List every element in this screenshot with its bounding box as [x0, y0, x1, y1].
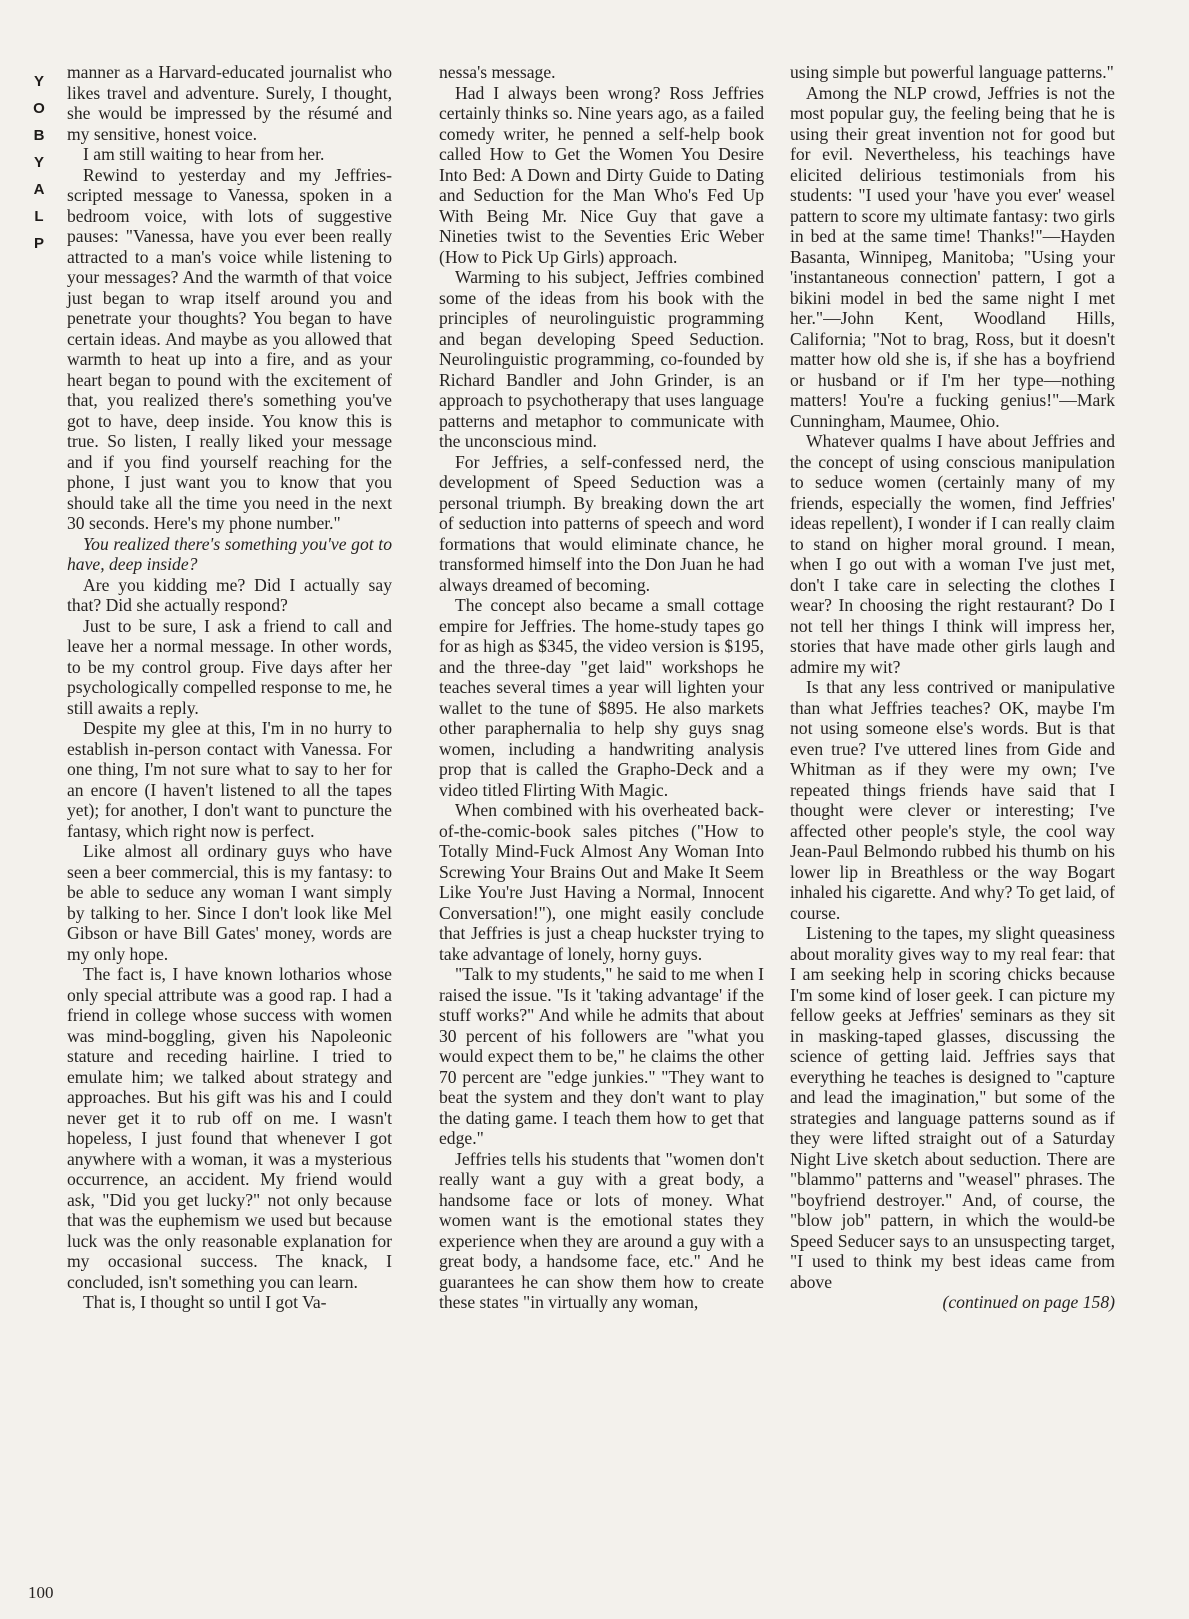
paragraph: I am still waiting to hear from her.	[83, 144, 325, 164]
paragraph: "Talk to my students," he said to me when I raised the issue. "Is it 'taking advantage' if the stuff works?" And while he admits that about 30 percent of his followers are "what you would expect them to be," he claims the other 70 percent are "edge junkies." "They want to beat the system and they don't want to play the dating game. I teach them how to get that edge."	[439, 964, 764, 1148]
page-number: 100	[28, 1583, 54, 1602]
sidebar-letter: Y	[33, 154, 44, 171]
paragraph: Are you kidding me? Did I actually say that? Did she actually respond?	[67, 574, 392, 615]
paragraph: using simple but powerful language patterns."	[790, 62, 1114, 82]
paragraph: The concept also became a small cottage empire for Jeffries. The home-study tapes go for as high as $345, the video version is $195, and the three-day "get laid" workshops he teaches several times a year will lighten your wallet to the tune of $895. He also markets other paraphernalia to help shy guys snag women, including a handwriting analysis prop that is called the Grapho-Deck and a video titled Flirting With Magic.	[439, 595, 764, 800]
text-column-3	[790, 62, 1115, 1313]
text-column-1	[67, 62, 392, 1313]
paragraph: nessa's message.	[439, 62, 556, 82]
paragraph: Just to be sure, I ask a friend to call and leave her a normal message. In other words, to be my control group. Five days after her psychologically compelled response to me, he still awaits a reply.	[67, 615, 392, 718]
paragraph: When combined with his overheated back-of-the-comic-book sales pitches ("How to Totally Mind-Fuck Almost Any Woman Into Screwing Your Brains Out and Make It Seem Like You're Just Having a Normal, Innocent Conversation!"), one might easily conclude that Jeffries is just a cheap huckster trying to take advantage of lonely, horny guys.	[439, 800, 764, 964]
paragraph: Among the NLP crowd, Jeffries is not the most popular guy, the feeling being that he is using their great invention not for good but for evil. Nevertheless, his teachings have elicited delirious testimonials from his students: "I used your 'have you ever' weasel pattern to score my ultimate fantasy: two girls in bed at the same time! Thanks!"—Hayden Basanta, Winnipeg, Manitoba; "Using your 'instantaneous connection' pattern, I got a bikini model in bed the same night I met her."—John Kent, Woodland Hills, California; "Not to brag, Ross, but it doesn't matter how old she is, if she has a boyfriend or husband or if I'm her type—nothing matters! You're a fucking genius!"—Mark Cunningham, Maumee, Ohio.	[790, 82, 1115, 431]
magazine-name-vertical	[26, 68, 52, 257]
text-column-2	[439, 62, 764, 1313]
paragraph: That is, I thought so until I got Va-	[83, 1292, 327, 1312]
paragraph: Had I always been wrong? Ross Jeffries certainly thinks so. Nine years ago, as a failed comedy writer, he penned a self-help book called How to Get the Women You Desire Into Bed: A Down and Dirty Guide to Dating and Seduction for the Man Who's Fed Up With Being Mr. Nice Guy that gave a Nineties twist to the Seventies Eric Weber (How to Pick Up Girls) approach.	[439, 82, 764, 267]
paragraph: For Jeffries, a self-confessed nerd, the development of Speed Seduction was a personal triumph. By breaking down the art of seduction into patterns of speech and word formations that would eliminate chance, he transformed himself into the Don Juan he had always dreamed of becoming.	[439, 451, 764, 595]
sidebar-letter: L	[34, 208, 44, 225]
paragraph: Despite my glee at this, I'm in no hurry to establish in-person contact with Vanessa. For one thing, I'm not sure what to say to her for an encore (I haven't listened to all the tapes yet); for another, I don't want to puncture the fantasy, which right now is perfect.	[67, 718, 392, 841]
paragraph: Whatever qualms I have about Jeffries and the concept of using conscious manipulation to seduce women (certainly many of my friends, especially the women, find Jeffries' ideas repellent), I wonder if I can really claim to stand on higher moral ground. I mean, when I go out with a woman I've just met, don't I take care in selecting the clothes I wear? In choosing the right restaurant? Do I not tell her things I think will impress her, stories that have made other girls laugh and admire my wit?	[790, 431, 1115, 677]
sidebar-letter: P	[33, 235, 44, 252]
paragraph: Like almost all ordinary guys who have seen a beer commercial, this is my fantasy: to be able to seduce any woman I want simply by talking to her. Since I don't look like Mel Gibson or have Bill Gates' money, words are my only hope.	[67, 841, 392, 964]
paragraph: manner as a Harvard-educated journalist who likes travel and adventure. Surely, I thought, she would be impressed by the résumé and my sensitive, honest voice.	[67, 62, 392, 144]
sidebar-letter: A	[33, 181, 45, 198]
continued-note: (continued on page 158)	[942, 1292, 1115, 1312]
paragraph: Warming to his subject, Jeffries combined some of the ideas from his book with the principles of neurolinguistic programming and began developing Speed Seduction. Neurolinguistic programming, co-founded by Richard Bandler and John Grinder, is an approach to psychotherapy that uses language patterns and metaphor to communicate with the unconscious mind.	[439, 267, 764, 451]
paragraph: You realized there's something you've got to have, deep inside?	[67, 533, 392, 574]
paragraph: Listening to the tapes, my slight queasiness about morality gives way to my real fear: that I am seeking help in scoring chicks because I'm some kind of loser geek. I can picture my fellow geeks at Jeffries' seminars as they sit in masking-taped glasses, discussing the science of getting laid. Jeffries says that everything he teaches is designed to "capture and lead the imagination," but some of the strategies and language patterns sound as if they were lifted straight out of a Saturday Night Live sketch about seduction. There are "blammo" patterns and "weasel" phrases. The "boyfriend destroyer." And, of course, the "blow job" pattern, in which the would-be Speed Seducer says to an unsuspecting target, "I used to think my best ideas came from above	[790, 923, 1115, 1292]
sidebar-letter: B	[33, 127, 45, 144]
paragraph: Jeffries tells his students that "women don't really want a guy with a great body, a handsome face or lots of money. What women want is the emotional states they experience when they are around a guy with a great body, a handsome face, etc." And he guarantees he can show them how to create these states "in virtually any woman,	[439, 1148, 764, 1312]
sidebar-letter: Y	[33, 73, 44, 90]
paragraph: The fact is, I have known lotharios whose only special attribute was a good rap. I had a friend in college whose success with women was mind-boggling, given his Napoleonic stature and receding hairline. I tried to emulate him; we talked about strategy and approaches. But his gift was his and I could never get it to rub off on me. I wasn't hopeless, I just found that whenever I got anywhere with a woman, it was a mysterious occurrence, an accident. My friend would ask, "Did you get lucky?" not only because that was the euphemism we used but because luck was the only reasonable explanation for my occasional success. The knack, I concluded, isn't something you can learn.	[67, 964, 392, 1292]
paragraph: Rewind to yesterday and my Jeffries-scripted message to Vanessa, spoken in a bedroom voice, with lots of suggestive pauses: "Vanessa, have you ever been really attracted to a man's voice while listening to your messages? And the warmth of that voice just began to wrap itself around you and penetrate your thoughts? You began to have certain ideas. And maybe as you allowed that warmth to heat up into a fire, and as your heart began to pound with the excitement of that, you realized there's something you've got to have, deep inside. You know this is true. So listen, I really liked your message and if you find yourself reaching for the phone, I just want you to know that you should take all the time you need in the next 30 seconds. Here's my phone number."	[67, 164, 392, 533]
paragraph: Is that any less contrived or manipulative than what Jeffries teaches? OK, maybe I'm not using someone else's words. But is that even true? I've uttered lines from Gide and Whitman as if they were my own; I've repeated things friends have said that I thought were clever or interesting; I've affected other people's style, the cool way Jean-Paul Belmondo rubbed his thumb on his lower lip in Breathless or the way Bogart inhaled his cigarette. And why? To get laid, of course.	[790, 677, 1115, 923]
sidebar-letter: O	[33, 100, 45, 117]
